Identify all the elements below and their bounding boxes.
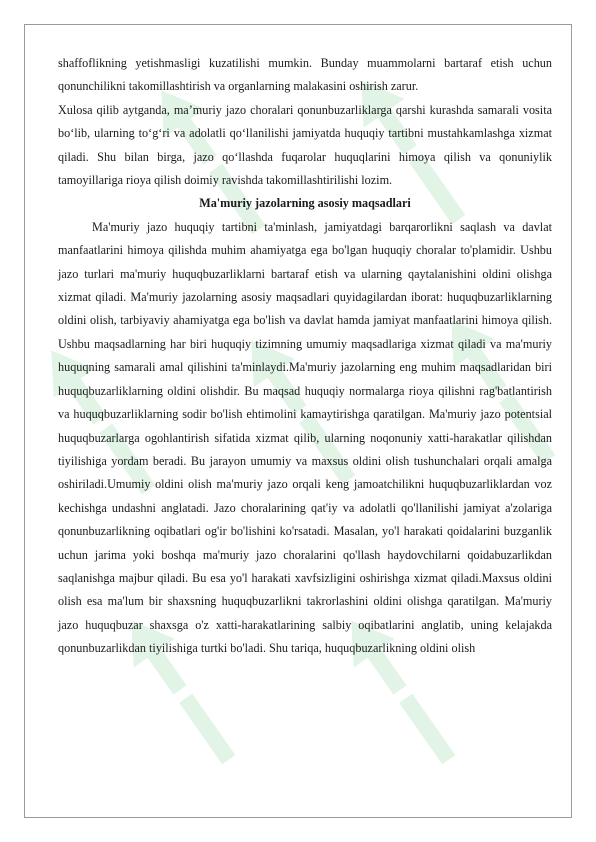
section-heading: Ma'muriy jazolarning asosiy maqsadlari: [199, 196, 411, 211]
conclusion-paragraph: Xulosa qilib aytganda, ma’muriy jazo choralari qonunbuzarliklarga qarshi kurashda samarali vosita bo‘lib, ularning to‘g‘ri va adolatli qo‘llanilishi jamiyatda huquqiy tartibni mustahkamlashga xizmat qiladi. Shu bilan birga, jazo qo‘llashda fuqarolar huquqlarini himoya qilish va qonuniylik tamoyillariga rioya qilish doimiy ravishda takomillashtirilishi lozim.: [58, 102, 552, 188]
document-body: [58, 52, 552, 661]
body-paragraph: Ma'muriy jazo huquqiy tartibni ta'minlash, jamiyatdagi barqarorlikni saqlash va davlat manfaatlarini himoya qilishda muhim ahamiyatga ega bo'lgan huquqiy choralar to'plamidir. Ushbu jazo turlari ma'muriy huquqbuzarliklarni bartaraf etish va ularning qaytalanishini oldini olishga xizmat qiladi. Ma'muriy jazolarning asosiy maqsadlari quyidagilardan iborat: huquqbuzarliklarning oldini olish, tarbiyaviy ahamiyatga ega bo'lish va davlat hamda jamiyat manfaatlarini himoya qilish. Ushbu maqsadlarning har biri huquqiy tizimning umumiy maqsadlariga xizmat qiladi va ma'muriy huquqning samarali amal qilishini ta'minlaydi.Ma'muriy jazolarning eng muhim maqsadlaridan biri huquqbuzarliklarning oldini olishdir. Bu maqsad huquqiy normalarga rioya qilishni rag'batlantirish va huquqbuzarliklarning sodir bo'lish ehtimolini kamaytirishga qaratilgan. Ma'muriy jazo potentsial huquqbuzarlarga ogohlantirish sifatida xizmat qilib, ularning noqonuniy xatti-harakatlar qilishdan tiyilishiga yordam beradi. Bu jarayon umumiy va maxsus oldini olish tushunchalari orqali amalga oshiriladi.Umumiy oldini olish ma'muriy jazo orqali keng jamoatchilikni huquqbuzarliklardan voz kechishga undashni anglatadi. Jazo choralarining qat'iy va adolatli qo'llanilishi jamiyat a'zolariga qonunbuzarlikning oqibatlari og'ir bo'lishini ko'rsatadi. Masalan, yo'l harakati qoidalarini buzganlik uchun jarima yoki boshqa ma'muriy jazo choralarini qo'llash haydovchilarni qoidabuzarlikdan saqlanishga majbur qiladi. Bu esa yo'l harakati xavfsizligini oshirishga xizmat qiladi.Maxsus oldini olish esa ma'lum bir shaxsning huquqbuzarlikni takrorlashini oldini olishga qaratilgan. Ma'muriy jazo huquqbuzar shaxsga o'z xatti-harakatlarining salbiy oqibatlarini anglatib, uning kelajakda qonunbuzarlikdan tiyilishiga turtki bo'ladi. Shu tariqa, huquqbuzarlikning oldini olish: [58, 219, 552, 656]
paragraph: shaffoflikning yetishmasligi kuzatilishi mumkin. Bunday muammolarni bartaraf etish uchun qonunchilikni takomillashtirish va organlarning malakasini oshirish zarur.: [58, 56, 552, 94]
